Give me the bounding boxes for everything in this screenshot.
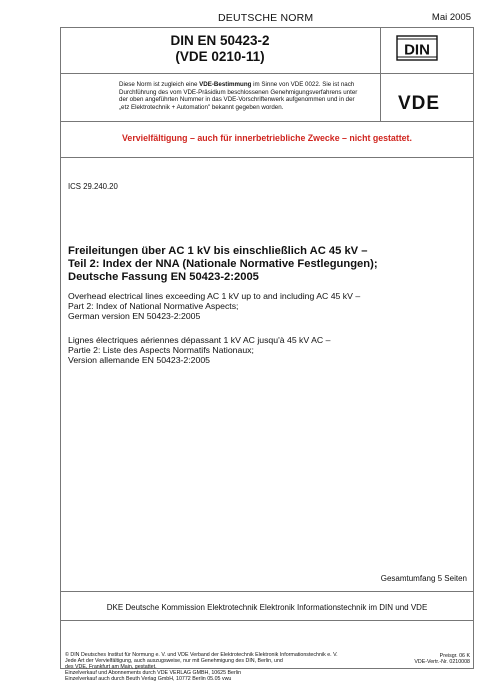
notice-line-4: „etz Elektrotechnik + Automation" bekannt gegeben worden. xyxy=(119,103,284,111)
footer-line-4: Einzelverkauf und Abonnements durch VDE VERLAG GMBH, 10625 Berlin xyxy=(65,670,242,677)
title-fr-line-2: Partie 2: Liste des Aspects Normatifs Nationaux; xyxy=(68,345,254,356)
din-logo xyxy=(396,35,438,61)
price-group: Preisgr. 06 K xyxy=(439,653,470,659)
divider-repro xyxy=(60,157,474,158)
footer-line-5: Einzelverkauf auch durch Beuth Verlag GmbH, 10772 Berlin 05.05 vwu xyxy=(65,676,232,683)
divider-logo-column xyxy=(380,27,381,121)
vde-order-number: VDE-Vertr.-Nr. 0210008 xyxy=(414,659,470,666)
notice-line-3: der oben angeführten Nummer in das VDE-Vorschriftenwerk aufgenommen und in der xyxy=(119,96,355,104)
footer-line-2: Jede Art der Vervielfältigung, auch auszugsweise, nur mit Genehmigung des DIN, Berlin, und xyxy=(65,658,283,665)
total-pages: Gesamtumfang 5 Seiten xyxy=(380,574,467,583)
title-en-line-2: Part 2: Index of National Normative Aspects; xyxy=(68,301,239,312)
title-de-line-1: Freileitungen über AC 1 kV bis einschließlich AC 45 kV – xyxy=(68,245,368,257)
copyright-footer xyxy=(65,652,385,682)
divider-dke-top xyxy=(60,591,474,592)
header-date: Mai 2005 xyxy=(431,12,471,23)
title-en-line-3: German version EN 50423-2:2005 xyxy=(68,311,201,322)
title-fr-line-1: Lignes électriques aériennes dépassant 1 kV AC jusqu'à 45 kV AC – xyxy=(68,335,331,345)
notice-line-2: Durchführung des vom VDE-Präsidium beschlossenen Genehmigungsverfahrens unter xyxy=(119,88,358,96)
vde-notice xyxy=(119,81,377,111)
title-french xyxy=(68,335,468,366)
title-german xyxy=(68,245,468,285)
document-number: DIN EN 50423-2 xyxy=(170,33,270,48)
reproduction-notice: Vervielfältigung – auch für innerbetriebliche Zwecke – nicht gestattet. xyxy=(122,133,412,143)
notice-line-1-tail: im Sinne von VDE 0022. Sie ist nach xyxy=(251,81,355,88)
header-standard-type: DEUTSCHE NORM xyxy=(218,12,314,24)
title-de-line-2: Teil 2: Index der NNA (Nationale Normative Festlegungen); xyxy=(68,258,378,271)
divider-header xyxy=(60,73,474,74)
notice-bold: VDE-Bestimmung xyxy=(199,81,252,88)
vde-logo: VDE xyxy=(398,93,441,114)
notice-line-1: Diese Norm ist zugleich eine xyxy=(119,81,200,88)
footer-line-3: des VDE, Frankfurt am Main, gestattet. xyxy=(65,664,157,671)
ics-code: ICS 29.240.20 xyxy=(68,182,118,191)
divider-notice xyxy=(60,121,474,122)
title-fr-line-3: Version allemande EN 50423-2:2005 xyxy=(68,355,210,366)
title-de-line-3: Deutsche Fassung EN 50423-2:2005 xyxy=(68,271,259,284)
divider-dke-bottom xyxy=(60,620,474,621)
price-info xyxy=(414,653,470,665)
dke-commission: DKE Deutsche Kommission Elektrotechnik Elektronik Informationstechnik im DIN und VDE xyxy=(106,603,428,612)
document-number-block xyxy=(60,33,380,65)
footer-line-1: © DIN Deutsches Institut für Normung e. V. und VDE Verband der Elektrotechnik Elektronik Informationstechnik e. V. xyxy=(65,652,338,658)
din-logo-text: DIN xyxy=(404,41,430,59)
title-english xyxy=(68,291,468,322)
title-en-line-1: Overhead electrical lines exceeding AC 1 kV up to and including AC 45 kV – xyxy=(68,291,361,301)
vde-number: (VDE 0210-11) xyxy=(175,49,265,64)
